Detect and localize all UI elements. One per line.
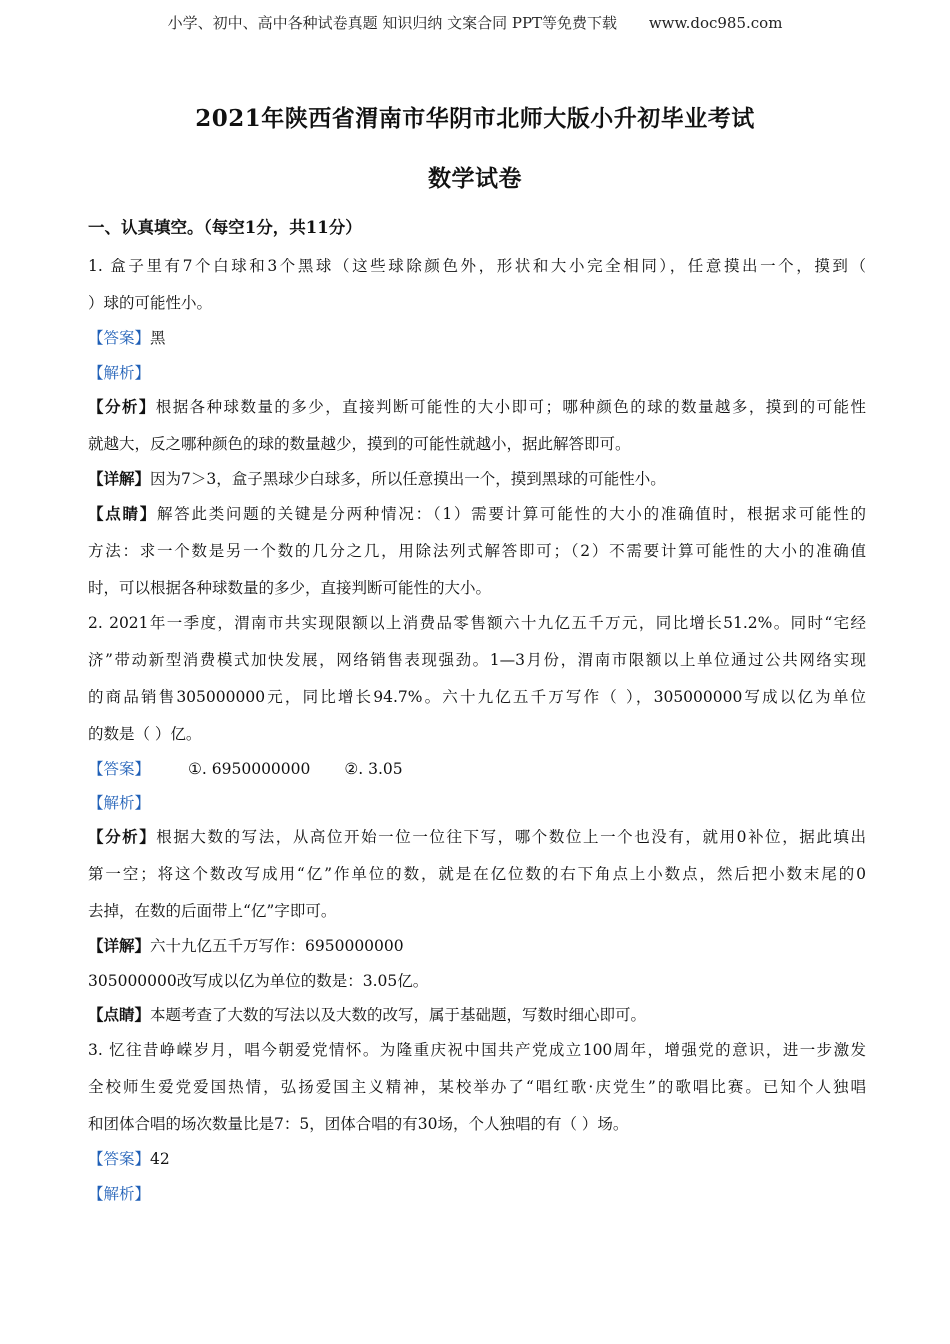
answer-tag: 【答案】: [88, 1150, 151, 1168]
q1-dianjing-line3: 时，可以根据各种球数量的多少，直接判断可能性的大小。: [88, 579, 492, 597]
q2-stem-line1: 2. 2021年一季度，渭南市共实现限额以上消费品零售额六十九亿五千万元，同比增长51.2%。同时“宅经: [88, 614, 866, 632]
q1-fenxi-line2: 就越大，反之哪种颜色的球的数量越少，摸到的可能性就越小，据此解答即可。: [88, 435, 631, 453]
fenxi-text: 根据大数的写法，从高位开始一位一位往下写，哪个数位上一个也没有，就用0补位，据此填出: [156, 828, 866, 846]
doc-subtitle: 数学试卷: [428, 165, 522, 192]
fenxi-tag: 【分析】: [88, 397, 156, 416]
xiangjie-text: 六十九亿五千万写作：6950000000: [150, 937, 404, 955]
q2-fenxi-line1: [88, 825, 866, 847]
q1-analysis-tag: 【解析】: [88, 364, 151, 382]
xiangjie-tag: 【详解】: [88, 936, 151, 955]
section-heading: 一、认真填空。（每空1分，共11分）: [88, 218, 362, 237]
header-url[interactable]: www.doc985.com: [648, 14, 783, 32]
q3-stem-line1: 3. 忆往昔峥嵘岁月，唱今朝爱党情怀。为隆重庆祝中国共产党成立100周年，增强党的意识，进一步激发: [88, 1041, 866, 1059]
answer-value: 黑: [150, 329, 166, 347]
header-ad-text: 小学、初中、高中各种试卷真题 知识归纳 文案合同 PPT等免费下载: [167, 14, 618, 32]
xiangjie-text: 因为7＞3，盒子黑球少白球多，所以任意摸出一个，摸到黑球的可能性小。: [150, 470, 666, 488]
q3-answer: [88, 1147, 170, 1169]
q3-stem-line2: 全校师生爱党爱国热情，弘扬爱国主义精神，某校举办了“唱红歌·庆党生”的歌唱比赛。已知个人独唱: [88, 1078, 866, 1096]
answer-tag: 【答案】: [88, 329, 151, 347]
q3-analysis-tag: 【解析】: [88, 1185, 151, 1203]
answer-value-1: ①. 6950000000: [188, 760, 311, 778]
q3-stem-line3: 和团体合唱的场次数量比是7：5，团体合唱的有30场，个人独唱的有（ ）场。: [88, 1115, 629, 1133]
dianjing-text: 解答此类问题的关键是分两种情况：（1）需要计算可能性的大小的准确值时，根据求可能性的: [156, 505, 866, 523]
dianjing-tag: 【点睛】: [88, 1005, 151, 1024]
dianjing-tag: 【点睛】: [88, 504, 157, 523]
q1-stem-line2: ）球的可能性小。: [88, 294, 213, 312]
q2-dianjing: [88, 1003, 646, 1025]
answer-value: 42: [150, 1150, 170, 1168]
q1-answer: [88, 326, 166, 348]
doc-title: 2021年陕西省渭南市华阴市北师大版小升初毕业考试: [195, 105, 755, 132]
q1-xiangjie: [88, 467, 666, 489]
q1-fenxi-line1: [88, 395, 866, 417]
q2-stem-line2: 济”带动新型消费模式加快发展，网络销售表现强劲。1—3月份，渭南市限额以上单位通过公共网络实现: [88, 651, 866, 669]
q2-fenxi-line3: 去掉，在数的后面带上“亿”字即可。: [88, 902, 337, 920]
q2-stem-line4: 的数是（ ）亿。: [88, 725, 202, 743]
dianjing-text: 本题考查了大数的写法以及大数的改写，属于基础题，写数时细心即可。: [150, 1006, 647, 1024]
xiangjie-tag: 【详解】: [88, 469, 151, 488]
page-header: [0, 12, 950, 33]
answer-value-2: ②. 3.05: [344, 760, 403, 778]
q2-xiangjie-line2: 305000000改写成以亿为单位的数是：3.05亿。: [88, 972, 429, 990]
q2-xiangjie-line1: [88, 934, 404, 956]
q1-stem-line1: 1. 盒子里有7个白球和3个黑球（这些球除颜色外，形状和大小完全相同），任意摸出一个，摸到（: [88, 257, 866, 275]
q1-dianjing-line2: 方法：求一个数是另一个数的几分之几，用除法列式解答即可；（2）不需要计算可能性的大小的准确值: [88, 542, 866, 560]
fenxi-tag: 【分析】: [88, 827, 157, 846]
q2-analysis-tag: 【解析】: [88, 794, 151, 812]
q2-answer: [88, 757, 403, 779]
fenxi-text: 根据各种球数量的多少，直接判断可能性的大小即可；哪种颜色的球的数量越多，摸到的可能性: [155, 398, 866, 416]
q2-stem-line3: 的商品销售305000000元，同比增长94.7%。六十九亿五千万写作（ ），305000000写成以亿为单位: [88, 688, 866, 706]
q2-fenxi-line2: 第一空；将这个数改写成用“亿”作单位的数，就是在亿位数的右下角点上小数点，然后把小数末尾的0: [88, 865, 866, 883]
q1-dianjing-line1: [88, 502, 866, 524]
answer-tag: 【答案】: [88, 760, 151, 778]
